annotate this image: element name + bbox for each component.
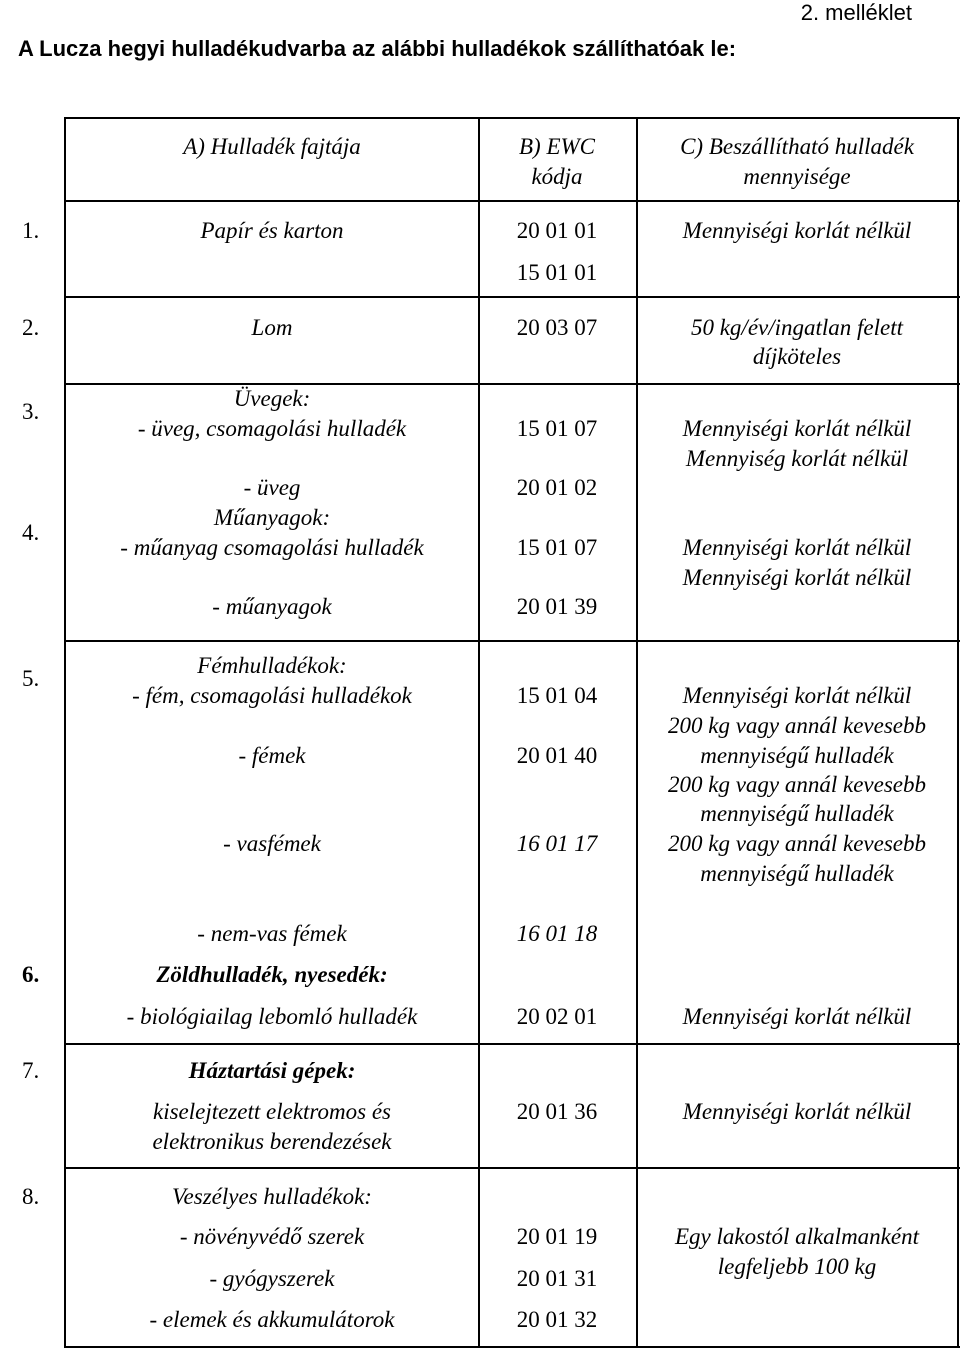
waste-item: - nem-vas fémek — [197, 921, 347, 946]
waste-item: - üveg, csomagolási hulladék — [137, 416, 407, 441]
quantity-limit: díjköteles — [752, 344, 842, 369]
ewc-code: 15 01 07 — [516, 416, 598, 441]
quantity-limit: legfeljebb 100 kg — [717, 1254, 877, 1279]
category-heading: Üvegek: — [233, 386, 311, 411]
ewc-code: 16 01 17 — [516, 831, 598, 856]
annex-label: 2. melléklet — [800, 0, 912, 25]
header-ewc-code: B) EWC — [518, 134, 596, 159]
ewc-code: 20 01 40 — [516, 743, 598, 768]
header-quantity-2: mennyisége — [743, 164, 851, 189]
category-heading: Háztartási gépek: — [188, 1058, 356, 1083]
quantity-limit: Mennyiség korlát nélkül — [685, 446, 909, 471]
waste-item: - elemek és akkumulátorok — [149, 1307, 395, 1332]
ewc-code: 20 01 39 — [516, 594, 598, 619]
ewc-code: 20 01 31 — [516, 1266, 598, 1291]
category-heading: Műanyagok: — [213, 505, 331, 530]
waste-item: - biológiailag lebomló hulladék — [126, 1004, 418, 1029]
quantity-limit: Mennyiségi korlát nélkül — [682, 535, 912, 560]
waste-item: - fém, csomagolási hulladékok — [132, 683, 412, 708]
quantity-limit: Mennyiségi korlát nélkül — [682, 1004, 912, 1029]
waste-item: - üveg — [243, 475, 301, 500]
quantity-limit: mennyiségű hulladék — [700, 743, 894, 768]
row-number: 1. — [22, 218, 40, 243]
waste-item: - műanyag csomagolási hulladék — [120, 535, 424, 560]
waste-item: - vasfémek — [223, 831, 321, 856]
waste-name: Lom — [251, 315, 293, 340]
row-number: 5. — [22, 666, 40, 691]
quantity-limit: mennyiségű hulladék — [700, 801, 894, 826]
row-divider — [64, 1043, 960, 1045]
table-border-right — [957, 117, 959, 1348]
waste-item: - fémek — [238, 743, 306, 768]
waste-item: - növényvédő szerek — [179, 1224, 365, 1249]
quantity-limit: Mennyiségi korlát nélkül — [682, 218, 912, 243]
row-number: 3. — [22, 399, 40, 424]
category-heading: Veszélyes hulladékok: — [172, 1184, 372, 1209]
row-number: 4. — [22, 520, 40, 545]
quantity-limit: 200 kg vagy annál kevesebb — [667, 713, 927, 738]
table-border-top — [64, 117, 960, 119]
column-divider — [478, 117, 480, 1348]
ewc-code: 20 01 36 — [516, 1099, 598, 1124]
quantity-limit: mennyiségű hulladék — [700, 861, 894, 886]
category-heading: Zöldhulladék, nyesedék: — [156, 962, 388, 987]
quantity-limit: 200 kg vagy annál kevesebb — [667, 831, 927, 856]
quantity-limit: 50 kg/év/ingatlan felett — [690, 315, 904, 340]
row-divider — [64, 1167, 960, 1169]
ewc-code: 20 01 19 — [516, 1224, 598, 1249]
waste-item: elektronikus berendezések — [152, 1129, 392, 1154]
ewc-code: 15 01 01 — [516, 260, 598, 285]
row-number: 2. — [22, 315, 40, 340]
quantity-limit: Mennyiségi korlát nélkül — [682, 565, 912, 590]
header-ewc-code-2: kódja — [531, 164, 583, 189]
waste-name: Papír és karton — [200, 218, 344, 243]
quantity-limit: Mennyiségi korlát nélkül — [682, 1099, 912, 1124]
ewc-code: 16 01 18 — [516, 921, 598, 946]
ewc-code: 20 01 32 — [516, 1307, 598, 1332]
ewc-code: 15 01 07 — [516, 535, 598, 560]
column-divider — [636, 117, 638, 1348]
row-number: 8. — [22, 1184, 40, 1209]
category-heading: Fémhulladékok: — [197, 653, 347, 678]
header-quantity: C) Beszállítható hulladék — [680, 134, 914, 159]
waste-item: - műanyagok — [212, 594, 332, 619]
row-divider — [64, 200, 960, 202]
table-border-left — [64, 117, 66, 1348]
ewc-code: 20 03 07 — [516, 315, 598, 340]
row-divider — [64, 383, 960, 385]
waste-item: - gyógyszerek — [209, 1266, 335, 1291]
ewc-code: 20 01 01 — [516, 218, 598, 243]
waste-item: kiselejtezett elektromos és — [152, 1099, 392, 1124]
document-title: A Lucza hegyi hulladékudvarba az alábbi hulladékok szállíthatóak le: — [18, 36, 737, 61]
ewc-code: 20 02 01 — [516, 1004, 598, 1029]
row-number: 7. — [22, 1058, 40, 1083]
quantity-limit: 200 kg vagy annál kevesebb — [667, 772, 927, 797]
table-border-bottom — [64, 1346, 960, 1348]
quantity-limit: Mennyiségi korlát nélkül — [682, 416, 912, 441]
row-divider — [64, 296, 960, 298]
quantity-limit: Egy lakostól alkalmanként — [675, 1224, 919, 1249]
row-number: 6. — [22, 962, 40, 987]
ewc-code: 20 01 02 — [516, 475, 598, 500]
row-divider — [64, 640, 960, 642]
header-waste-type: A) Hulladék fajtája — [183, 134, 361, 159]
quantity-limit: Mennyiségi korlát nélkül — [682, 683, 912, 708]
ewc-code: 15 01 04 — [516, 683, 598, 708]
